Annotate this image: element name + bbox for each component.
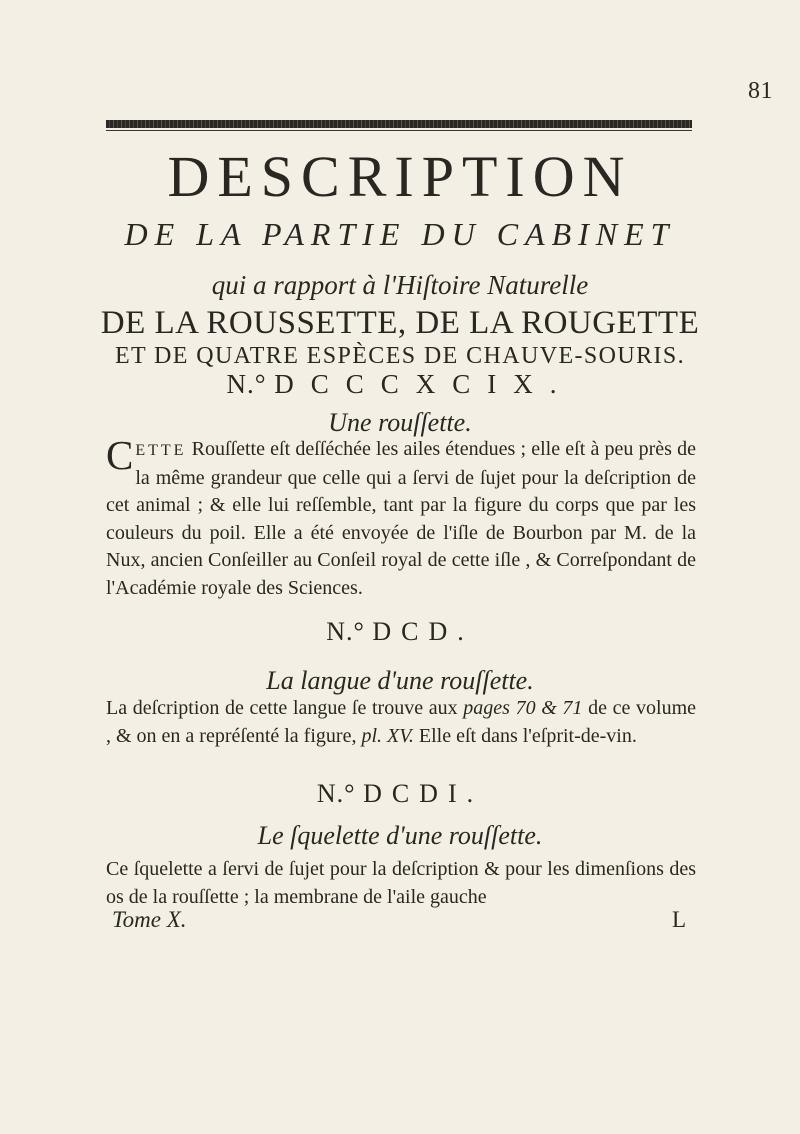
paragraph-text: Rouſſette eſt deſſéchée les ailes étendues ; elle eſt à peu près de la même grandeur que celle qui a ſervi de ſujet pour la deſcription de cet animal ; & elle lui reſſemble, tant par la figure du corps que par les couleurs du poil. Elle a été envoyée de l'iſle de Bourbon par M. de la Nux, ancien Conſeiller au Conſeil royal de cette iſle , & Correſpondant de l'Académie royale des Sciences. xyxy=(106,438,696,599)
title-line-species: DE LA ROUSSETTE, DE LA ROUGETTE xyxy=(100,305,700,341)
paragraph-text: Ce ſquelette a ſervi de ſujet pour la deſcription & pour les dimenſions des os de la rouſſette ; la membrane de l'aile gauche xyxy=(106,858,696,908)
entry-number-letters: DCD. xyxy=(372,617,474,646)
page-reference: pages 70 & 71 xyxy=(463,697,583,719)
entry-paragraph xyxy=(106,695,696,750)
entry-number-prefix: N.° xyxy=(326,617,365,646)
entry-paragraph xyxy=(106,432,696,602)
entry-heading: La langue d'une rouſſette. xyxy=(266,666,534,695)
entry-paragraph xyxy=(106,856,696,911)
entry-heading: Une rouſſette. xyxy=(328,408,472,437)
page-subtitle: DE LA PARTIE DU CABINET xyxy=(124,216,676,252)
lead-small-caps: ETTE xyxy=(135,442,187,459)
footer-tome: Tome X. xyxy=(112,907,187,932)
paragraph-text: Elle eſt dans l'eſprit-de-vin. xyxy=(413,724,637,747)
title-line-bats: ET DE QUATRE ESPÈCES DE CHAUVE-SOURIS. xyxy=(114,343,686,369)
entry-number-letters: DCCCXCIX. xyxy=(274,369,574,399)
subtitle-italic: qui a rapport à l'Hiſtoire Naturelle xyxy=(211,270,589,300)
page-number: 81 xyxy=(748,78,773,104)
footer-signature: L xyxy=(672,907,687,932)
entry-number-prefix: N.° xyxy=(316,779,356,808)
paragraph-text: La deſcription de cette langue ſe trouve aux xyxy=(106,697,464,719)
plate-reference: pl. XV. xyxy=(361,724,414,747)
header-ornament-rule xyxy=(106,120,692,128)
page-title: DESCRIPTION xyxy=(167,144,633,209)
entry-number-prefix: N.° xyxy=(226,369,267,399)
drop-cap: C xyxy=(106,432,134,478)
entry-number xyxy=(0,617,800,647)
entry-number xyxy=(0,779,800,809)
entry-number-letters: DCDI. xyxy=(363,779,484,808)
entry-heading: Le ſquelette d'une rouſſette. xyxy=(257,821,543,850)
paragraph-text: de ce volume , & on en a repréſenté la figure, xyxy=(106,697,697,747)
entry-number xyxy=(0,369,800,400)
